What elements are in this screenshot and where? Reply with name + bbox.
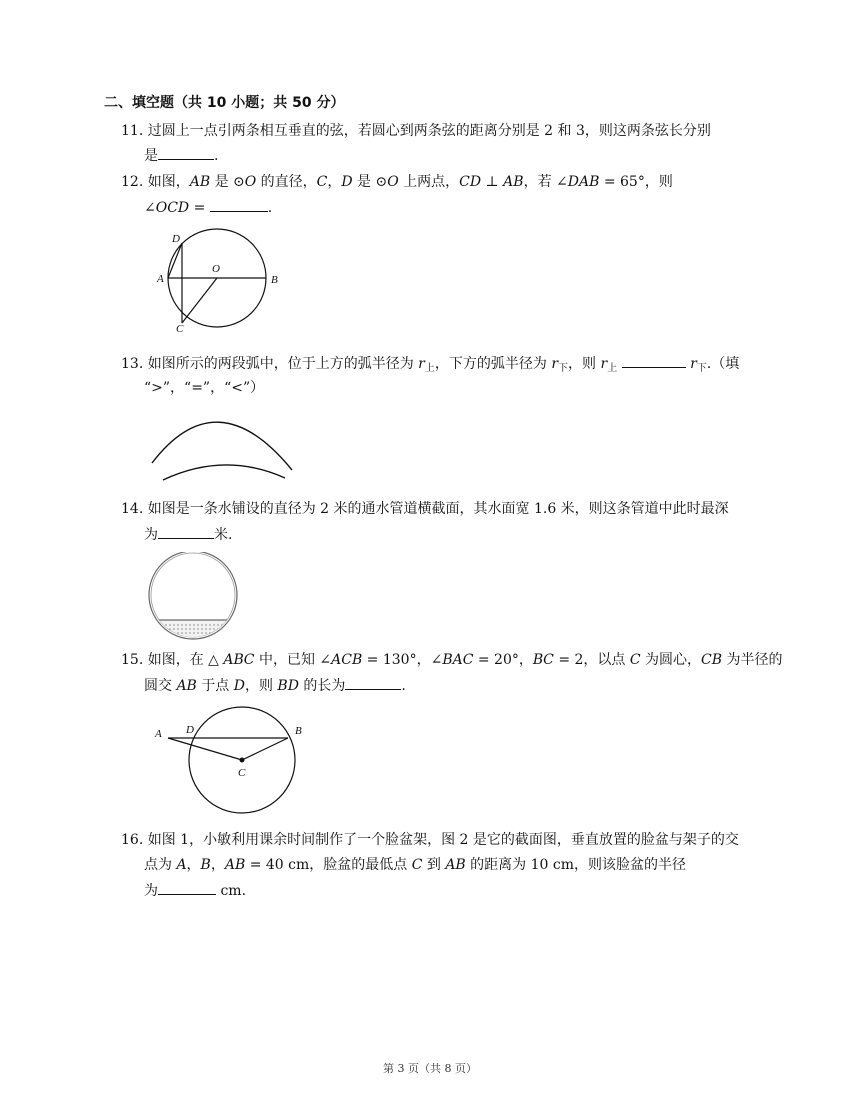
q13-sub-up-2: 上 <box>607 363 618 374</box>
q15-label-d: D <box>186 724 194 736</box>
q12-label-c: C <box>176 323 184 335</box>
q14-pipe-figure <box>145 552 245 642</box>
section-title: 二、填空题（共 10 小题；共 50 分） <box>104 95 345 111</box>
q15-segment-ac <box>168 738 242 760</box>
q16-line3-pre: 为 <box>144 883 158 899</box>
q13-sub-up: 上 <box>424 363 435 374</box>
q13-r-up-2: 𝑟 <box>600 356 608 372</box>
q16-line3 <box>144 880 246 901</box>
q14-line2-pre: 为 <box>144 527 158 543</box>
q15-label-c: C <box>238 767 246 779</box>
q11-line2 <box>144 145 218 166</box>
q13-text-a: 13. 如图所示的两段弧中，位于上方的弧半径为 <box>121 356 419 372</box>
q11-line1: 11. 过圆上一点引两条相互垂直的弦，若圆心到两条弦的距离分别是 2 和 3，则这两条弦长分别 <box>121 123 711 139</box>
q12-segment-ad <box>168 243 182 278</box>
q15-segment-bc <box>242 738 288 760</box>
q14-line1: 14. 如图是一条水铺设的直径为 2 米的通水管道横截面，其水面宽 1.6 米，则这条管道中此时最深 <box>121 501 729 517</box>
q14-answer-blank[interactable] <box>158 524 214 539</box>
q16-line2: 点为 𝐴，𝐵，𝐴𝐵 = 40 cm，脸盆的最低点 𝐶 到 𝐴𝐵 的距离为 10 cm，则该脸盆的半径 <box>144 857 686 873</box>
q13-upper-arc <box>152 422 292 470</box>
q13-r-up: 𝑟 <box>418 356 425 372</box>
q11-answer-blank[interactable] <box>158 145 214 160</box>
q13-answer-blank[interactable] <box>622 353 686 368</box>
q13-line2: “>”，“=”，“<”） <box>144 380 265 396</box>
q13-text-c: ，则 <box>568 356 601 372</box>
q16-line3-post: cm. <box>216 883 247 899</box>
q11-line2-pre: 是 <box>144 148 158 164</box>
q15-label-b: B <box>295 725 302 737</box>
q16-line1: 16. 如图 1，小敏利用课余时间制作了一个脸盆架，图 2 是它的截面图，垂直放置的脸盆与架子的交 <box>121 832 739 848</box>
q16-answer-blank[interactable] <box>158 880 216 895</box>
q15-line2 <box>144 675 406 696</box>
q13-r-down-2: 𝑟 <box>690 356 697 372</box>
q14-line2 <box>144 524 232 545</box>
page-footer: 第 3 页（共 8 页） <box>383 1062 477 1075</box>
q15-triangle-figure <box>150 703 315 815</box>
q15-line1: 15. 如图，在 △ 𝐴𝐵𝐶 中，已知 ∠𝐴𝐶𝐵 = 130°，∠𝐵𝐴𝐶 = 20°，𝐵𝐶 = 2，以点 𝐶 为圆心，𝐶𝐵 为半径的 <box>121 652 783 668</box>
q12-circle-figure <box>150 228 290 338</box>
q13-text-b: ，下方的弧半径为 <box>434 356 552 372</box>
q13-arcs-figure <box>145 408 300 483</box>
q13-line1 <box>121 353 739 379</box>
q13-sub-down-2: 下 <box>696 363 707 374</box>
q13-text-d: .（填 <box>706 356 740 372</box>
q12-label-d: D <box>172 233 180 245</box>
q12-line2-post: . <box>267 200 273 216</box>
q13-lower-arc <box>163 465 285 480</box>
q12-answer-blank[interactable] <box>210 197 268 212</box>
q13-r-down: 𝑟 <box>551 356 559 372</box>
q15-line2-post: . <box>401 678 406 694</box>
q15-answer-blank[interactable] <box>345 675 401 690</box>
q13-sub-down: 下 <box>558 363 569 374</box>
q12-line1: 12. 如图，𝐴𝐵 是 ⊙𝑂 的直径，𝐶，𝐷 是 ⊙𝑂 上两点，𝐶𝐷 ⊥ 𝐴𝐵，若 ∠𝐷𝐴𝐵 = 65°，则 <box>121 174 673 190</box>
q12-line2-pre: ∠𝑂𝐶𝐷 = <box>144 200 210 216</box>
q12-line2 <box>144 197 272 218</box>
q15-label-a: A <box>155 728 162 740</box>
q11-line2-post: . <box>214 148 219 164</box>
q15-center-point <box>240 758 245 763</box>
q14-line2-post: 米. <box>214 527 233 543</box>
q12-label-b: B <box>271 274 278 286</box>
q12-label-a: A <box>157 273 164 285</box>
q12-label-o: O <box>212 263 220 275</box>
q15-line2-pre: 圆交 𝐴𝐵 于点 𝐷，则 𝐵𝐷 的长为 <box>144 678 346 694</box>
q12-segment-oc <box>182 278 217 323</box>
